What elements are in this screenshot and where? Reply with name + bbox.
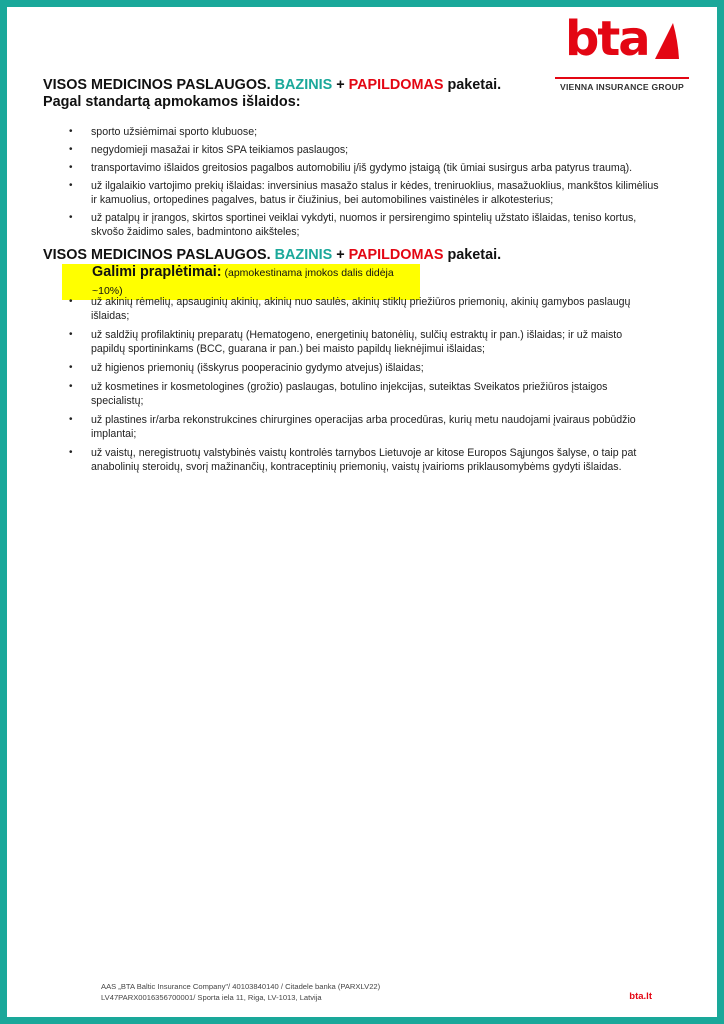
extensions-title: Galimi praplėtimai: xyxy=(92,264,222,280)
bullet-icon: • xyxy=(69,381,73,392)
papildomas-label: PAPILDOMAS xyxy=(348,247,444,263)
footer-company-info xyxy=(101,981,380,1003)
logo-wordmark: bta xyxy=(565,11,649,67)
bullet-icon: • xyxy=(69,296,73,307)
bullet-icon: • xyxy=(69,447,73,458)
list-item: • už saldžių profilaktinių preparatų (Hematogeno, energetinių batonėlių, sulčių estraktų ir pan.) išlaidas; ir už maisto papildų sportininkams (BCC, guarana ir pan.) bei maisto papildų lieknėjimui išlaidas; xyxy=(69,329,623,355)
list-item: • už ilgalaikio vartojimo prekių išlaidas: inversinius masažo stalus ir kėdes, treniruoklius, masažuoklius, mankštos kilimėlius ir kamuolius, ortopedines pagalves, batus ir čiužinius, bei automobilines vaistinėles ir alkotesterius; xyxy=(69,180,659,206)
section1-subtitle: Pagal standartą apmokamos išlaidos: xyxy=(43,94,301,110)
footer-website-link[interactable]: bta.lt xyxy=(629,991,652,1002)
footer-line-1: AAS „BTA Baltic Insurance Company"/ 40103840140 / Citadele banka (PARXLV22) xyxy=(101,982,381,991)
section2-title: VISOS MEDICINOS PASLAUGOS. BAZINIS + PAPILDOMAS paketai. xyxy=(43,247,502,263)
logo-tagline: VIENNA INSURANCE GROUP xyxy=(560,82,684,92)
bazinis-label: BAZINIS xyxy=(274,77,333,93)
standard-expenses-list xyxy=(43,125,659,243)
list-item: • už vaistų, neregistruotų valstybinės vaistų kontrolės tarnybos Lietuvoje ar kitose Europos Sąjungos šalyse, o taip pat anabolinių steroidų, svorį mažinančių, kontraceptinių priemonių, vaistų įvairioms priklausomybėms gydyti išlaidas. xyxy=(69,447,637,473)
list-item: • sporto užsiėmimai sporto klubuose; xyxy=(69,126,258,138)
bullet-icon: • xyxy=(69,180,73,191)
list-item: • už kosmetines ir kosmetologines (grožio) paslaugas, botulino injekcijas, suteiktas Sveikatos priežiūros įstaigos specialistų; xyxy=(69,381,608,407)
section1-heading xyxy=(43,77,501,111)
bta-logo xyxy=(555,11,689,92)
list-item: • už patalpų ir įrangos, skirtos sportinei veiklai vykdyti, nuomos ir persirengimo spintelių užstato išlaidas, teniso kortus, skvošo žaidimo sales, badmintono aikšteles; xyxy=(69,212,637,238)
extensions-list xyxy=(43,295,659,479)
extensions-note: (apmokestinama įmokos dalis didėja ~10%) xyxy=(92,267,394,297)
list-item: • už higienos priemonių (išskyrus pooperacinio gydymo atvejus) išlaidas; xyxy=(69,362,424,374)
logo-divider xyxy=(555,77,689,79)
bullet-icon: • xyxy=(69,362,73,373)
footer-line-2: LV47PARX0016356700001/ Sporta iela 11, Riga, LV-1013, Latvija xyxy=(101,993,322,1002)
bullet-icon: • xyxy=(69,144,73,155)
bullet-icon: • xyxy=(69,212,73,223)
section1-title: VISOS MEDICINOS PASLAUGOS. BAZINIS + PAPILDOMAS paketai. xyxy=(43,77,502,93)
bullet-icon: • xyxy=(69,414,73,425)
bullet-icon: • xyxy=(69,162,73,173)
sail-icon xyxy=(651,21,681,61)
list-item: • transportavimo išlaidos greitosios pagalbos automobiliu į/iš gydymo įstaigą (tik ūmiai susirgus arba patyrus traumą). xyxy=(69,162,633,174)
bazinis-label: BAZINIS xyxy=(274,247,333,263)
list-item: • už plastines ir/arba rekonstrukcines chirurgines operacijas arba procedūras, kurių metu naudojami įvairaus pobūdžio implantai; xyxy=(69,414,636,440)
list-item: • negydomieji masažai ir kitos SPA teikiamos paslaugos; xyxy=(69,144,349,156)
section2-heading xyxy=(43,247,501,300)
list-item: • už akinių rėmelių, apsauginių akinių, akinių nuo saulės, akinių stiklų priežiūros priemonių, akinių gamybos paslaugų išlaidas; xyxy=(69,296,631,322)
bullet-icon: • xyxy=(69,126,73,137)
papildomas-label: PAPILDOMAS xyxy=(348,77,444,93)
bullet-icon: • xyxy=(69,329,73,340)
